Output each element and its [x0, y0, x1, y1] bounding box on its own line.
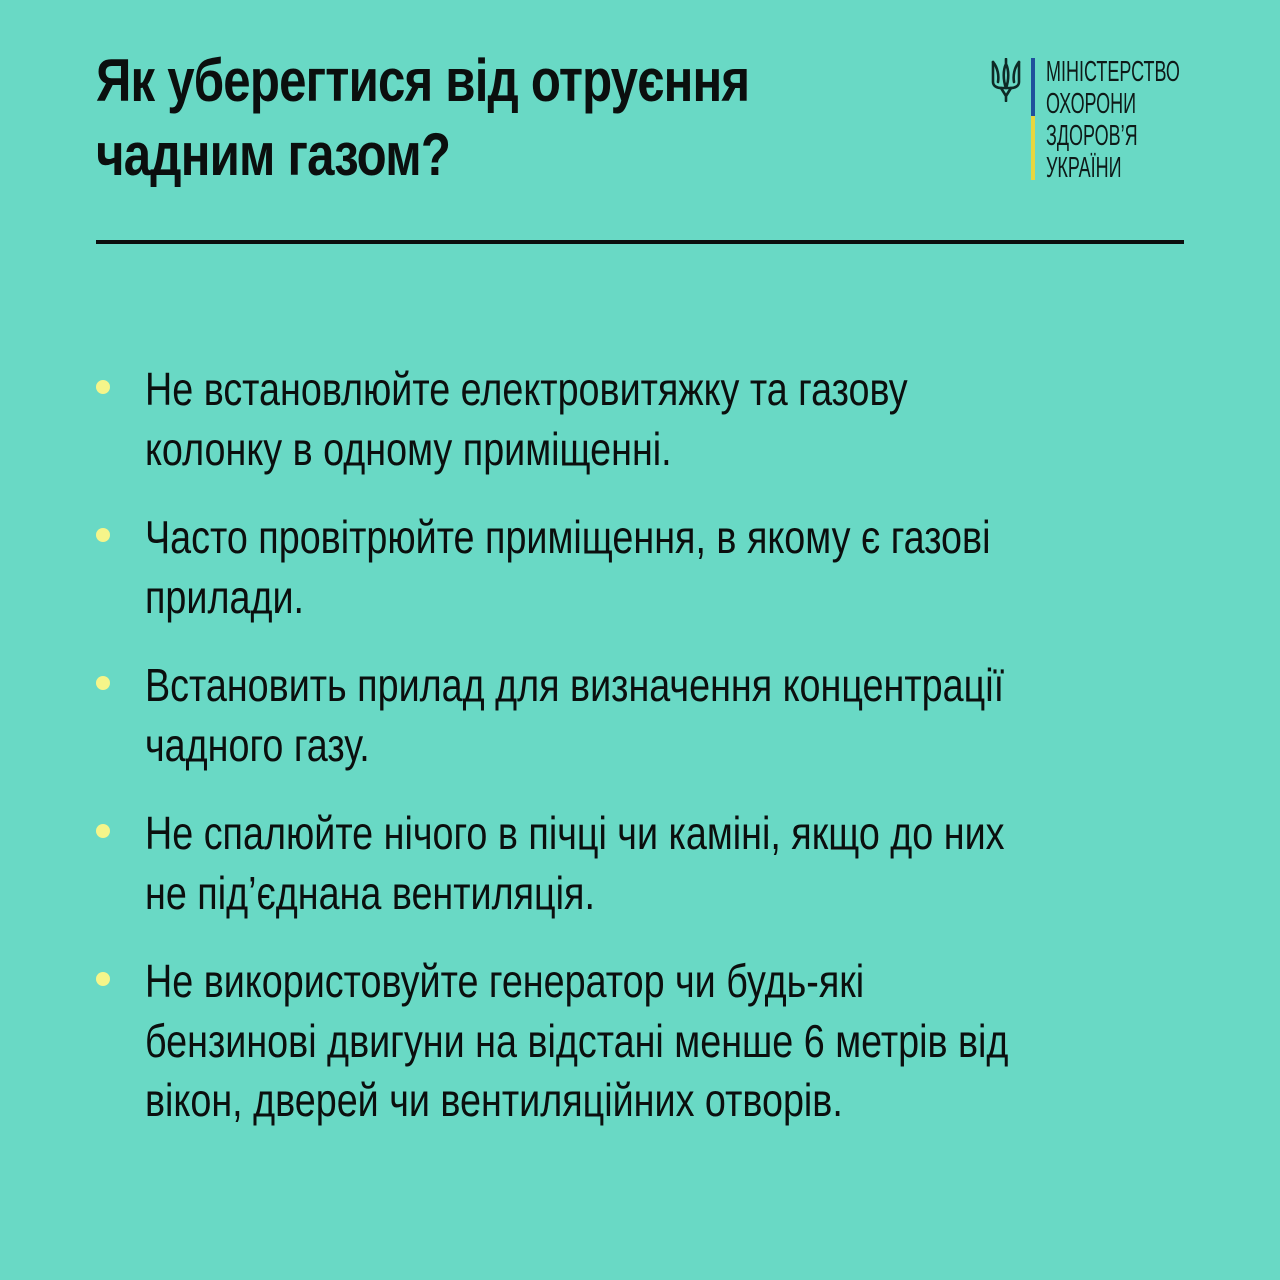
bullet-dot-icon: [96, 528, 110, 542]
tip-line: колонку в одному приміщенні.: [145, 422, 672, 475]
ministry-name-line-2: ОХОРОНИ: [1046, 88, 1137, 120]
tip-line: бензинові двигуни на відстані менше 6 метрів від: [145, 1014, 1009, 1067]
title-line-1: Як уберегтися від отруєння: [96, 47, 750, 114]
bullet-dot-icon: [96, 380, 110, 394]
tip-line: Встановить прилад для визначення концентрації: [145, 659, 1005, 711]
safety-tips-list: [96, 360, 1196, 1160]
tip-line: Не використовуйте генератор чи будь-які: [145, 955, 865, 1007]
tip-text: [145, 360, 1211, 479]
tip-line: вікон, дверей чи вентиляційних отворів.: [145, 1074, 843, 1126]
page-title: [96, 44, 752, 192]
ministry-name-line-3: ЗДОРОВ’Я: [1046, 120, 1138, 152]
bullet-dot-icon: [96, 972, 110, 986]
tip-line: Не спалюйте нічого в пічці чи каміні, якщо до них: [145, 807, 1005, 859]
flag-bar-blue: [1031, 58, 1035, 116]
ministry-logo: [988, 56, 1198, 186]
list-item: [96, 804, 1196, 923]
bullet-dot-icon: [96, 676, 110, 690]
tip-line: Не встановлюйте електровитяжку та газову: [145, 363, 908, 415]
title-line-2: чадним газом?: [96, 121, 451, 188]
list-item: [96, 656, 1196, 775]
tip-text: [145, 656, 1211, 775]
list-item: [96, 360, 1196, 479]
tip-line: чадного газу.: [145, 718, 370, 771]
ministry-name-line-4: УКРАЇНИ: [1046, 152, 1122, 184]
ministry-name: [1046, 56, 1180, 184]
tip-text: [145, 508, 1211, 627]
tip-text: [145, 804, 1211, 923]
bullet-dot-icon: [96, 824, 110, 838]
tip-line: не під’єднана вентиляція.: [145, 866, 595, 919]
tip-text: [145, 952, 1211, 1131]
list-item: [96, 952, 1196, 1131]
tip-line: прилади.: [145, 570, 305, 623]
header-divider: [96, 240, 1184, 244]
flag-bar-yellow: [1031, 116, 1035, 180]
ministry-name-line-1: МІНІСТЕРСТВО: [1046, 56, 1180, 88]
tip-line: Часто провітрюйте приміщення, в якому є газові: [145, 511, 991, 563]
flag-bar: [1031, 58, 1035, 180]
trident-icon: [990, 58, 1022, 102]
list-item: [96, 508, 1196, 627]
